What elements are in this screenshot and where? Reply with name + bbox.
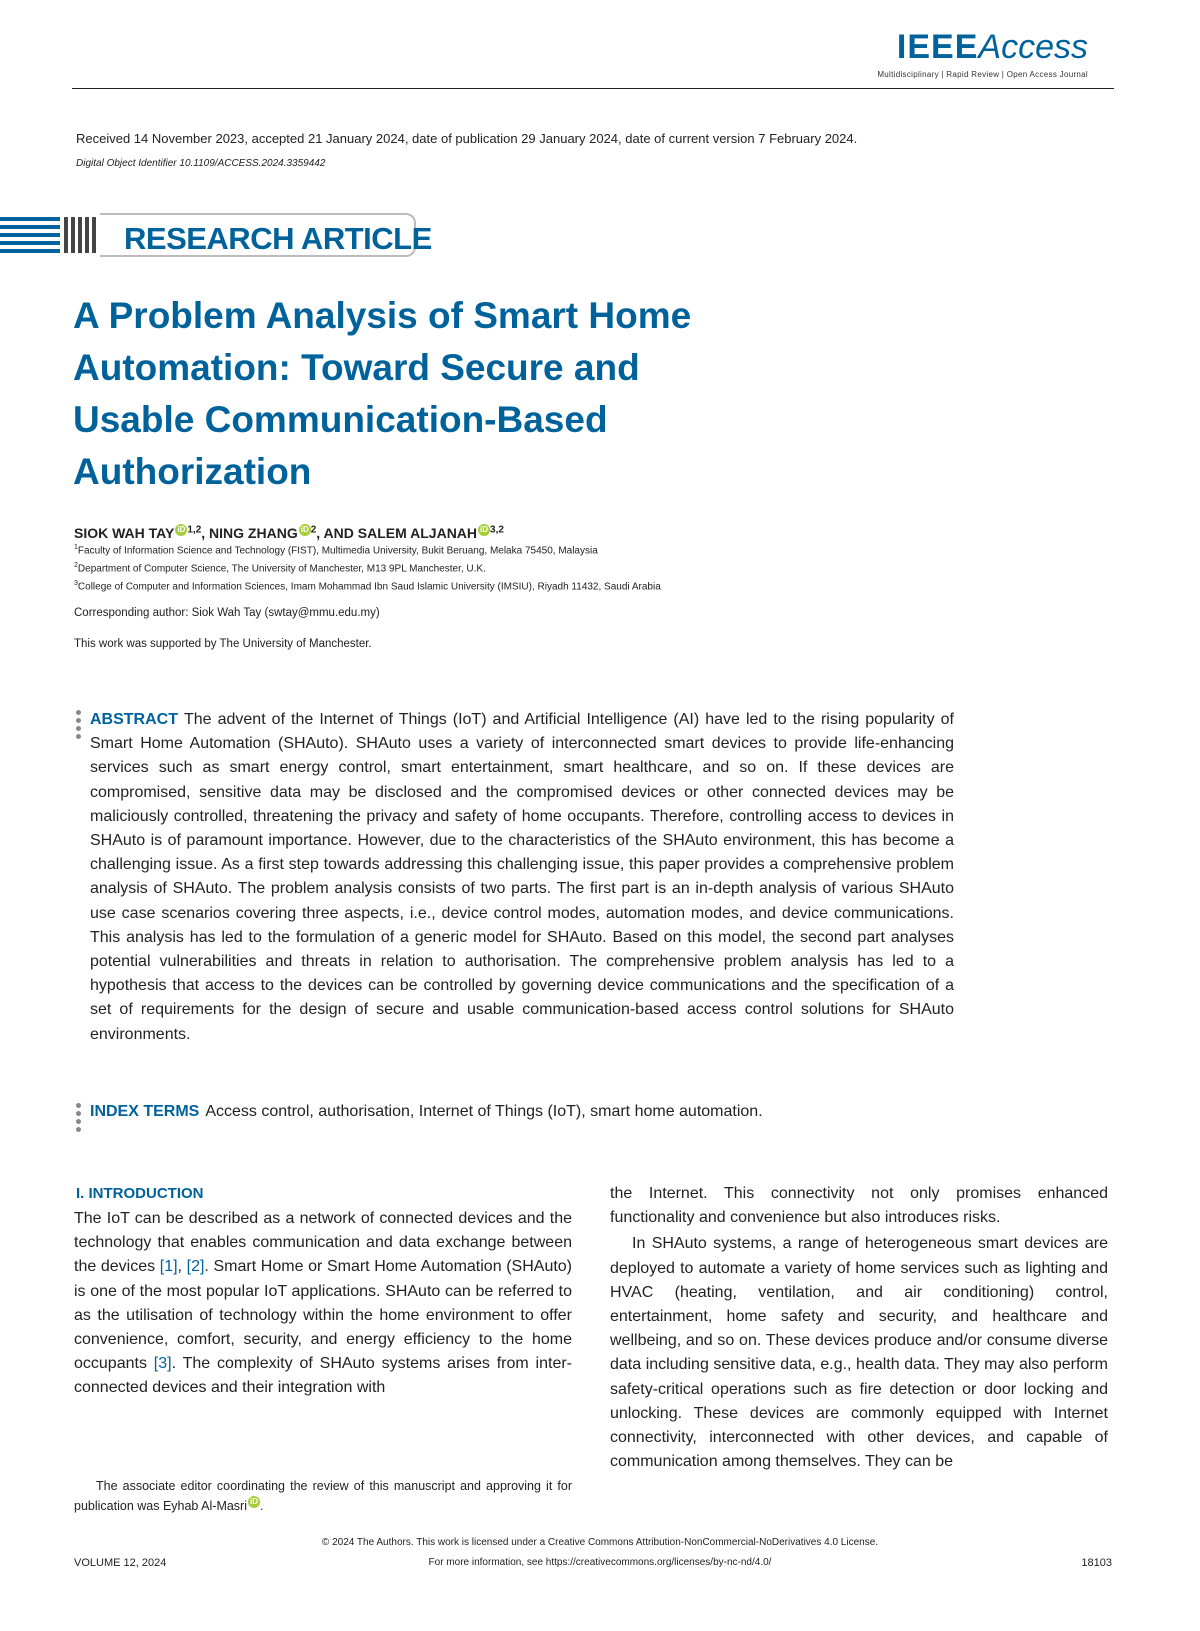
orcid-icon[interactable]: iD <box>480 525 489 534</box>
title-line: A Problem Analysis of Smart Home <box>73 295 692 336</box>
ieee-access-logo <box>877 30 1088 79</box>
affiliation-number: 1 <box>74 544 78 551</box>
orcid-icon[interactable]: iD <box>177 525 186 534</box>
author-affiliation-marker: 1,2 <box>187 524 202 536</box>
author-affiliation-marker: 2 <box>310 524 317 536</box>
orcid-icon[interactable]: iD <box>250 1497 258 1506</box>
index-terms-label: INDEX TERMS <box>90 1103 200 1120</box>
received-dates: Received 14 November 2023, accepted 21 January 2024, date of publication 29 January 2024, date of current version 7 February 2024. <box>76 131 858 146</box>
header-divider <box>72 88 1114 89</box>
abstract-label: ABSTRACT <box>90 711 178 728</box>
license-line: © 2024 The Authors. This work is licensed under a Creative Commons Attribution-NonCommercial-NoDerivatives 4.0 License. <box>321 1537 879 1548</box>
author-affiliation-marker: 3,2 <box>490 524 504 536</box>
paragraph-text: . Smart Home or Smart Home Automation (SHAuto) is one of the most popular IoT applications. SHAuto can be referred to as the utilisation of technology within the home environment to offer convenience, comfort, security, and energy efficiency to the home occupants <box>74 1258 573 1373</box>
page-number: 18103 <box>1081 1557 1112 1569</box>
citation-link[interactable]: [1] <box>159 1258 178 1276</box>
author-name: , AND SALEM ALJANAH <box>316 525 478 541</box>
citation-link[interactable]: [2] <box>186 1258 205 1276</box>
affiliation-text: College of Computer and Information Sciences, Imam Mohammad Ibn Saud Islamic University (IMSIU), Riyadh 11432, Saudi Arabia <box>77 581 661 593</box>
index-terms-marker-dots <box>76 1103 82 1135</box>
index-terms-text: Access control, authorisation, Internet of Things (IoT), smart home automation. <box>205 1103 763 1120</box>
intro-paragraph: In SHAuto systems, a range of heterogeneous smart devices are deployed to automate a variety of home services such as lighting and HVAC (heating, ventilation, and air conditioning) control, entertainment, home safety and security, and healthcare and wellbeing, and so on. These devices produce and/or consume diverse data including sensitive data, e.g., health data. They may also perform safety-critical operations such as fire detection or door locking and unlocking. These devices are commonly equipped with Internet connectivity, interconnected with other devices, and capable of communication among themselves. They can be <box>610 1235 1108 1471</box>
author-name: SIOK WAH TAY <box>74 525 175 541</box>
affiliation-line <box>74 562 486 574</box>
volume-label: VOLUME 12, 2024 <box>74 1557 167 1569</box>
logo-ieee-text: IEEE <box>896 28 979 66</box>
section-heading: I. INTRODUCTION <box>76 1185 204 1202</box>
citation-link[interactable]: [3] <box>153 1355 172 1373</box>
author-name: , NING ZHANG <box>201 525 298 541</box>
affiliation-text: Faculty of Information Science and Technology (FIST), Multimedia University, Bukit Beruang, Melaka 75450, Malaysia <box>77 545 598 557</box>
editor-note: The associate editor coordinating the review of this manuscript and approving it for publication was Eyhab Al-Masri iD . <box>74 1479 572 1513</box>
index-terms-block <box>90 1103 954 1121</box>
corresponding-author: Corresponding author: Siok Wah Tay (swtay@mmu.edu.my) <box>74 607 380 619</box>
article-type-label: RESEARCH ARTICLE <box>124 221 432 256</box>
abstract-block <box>90 708 954 1047</box>
license-link[interactable]: For more information, see https://creativecommons.org/licenses/by-nc-nd/4.0/ <box>428 1557 772 1568</box>
funding-note: This work was supported by The University of Manchester. <box>74 638 372 650</box>
abstract-marker-dots <box>76 710 82 742</box>
paper-title <box>73 290 773 498</box>
logo-access-text: Access <box>978 28 1088 66</box>
paragraph-text: . The complexity of SHAuto systems arises from inter-connected devices and their integration with <box>74 1355 572 1397</box>
paragraph-text: The IoT can be described as a network of connected devices and the technology that enables communication and data exchange between the devices <box>74 1210 572 1276</box>
author-list <box>74 524 504 541</box>
title-line: Usable Communication-Based <box>73 399 608 440</box>
right-column-text <box>610 1182 1108 1474</box>
title-line: Authorization <box>73 451 312 492</box>
abstract-text: The advent of the Internet of Things (IoT) and Artificial Intelligence (AI) have led to the rising popularity of Smart Home Automation (SHAuto). SHAuto uses a variety of interconnected smart devices to provide life-enhancing services such as smart energy control, smart entertainment, smart healthcare, and so on. If these devices are compromised, sensitive data may be disclosed and the compromised devices or other connected devices may be maliciously controlled, threatening the privacy and safety of home occupants. Therefore, controlling access to devices in SHAuto is of paramount importance. However, due to the characteristics of the SHAuto environment, this has become a challenging issue. As a first step towards addressing this challenging issue, this paper provides a comprehensive problem analysis of SHAuto. The problem analysis consists of two parts. The first part is an in-depth analysis of various SHAuto use case scenarios covering three aspects, i.e., device control modes, automation modes, and device communications. This analysis has led to the formulation of a generic model for SHAuto. Based on this model, the second part analyses potential vulnerabilities and threats in relation to authorisation. The comprehensive problem analysis has led to a hypothesis that access to the devices can be controlled by governing device communications and the specification of a set of requirements for the design of secure and usable communication-based access control solutions for SHAuto environments. <box>90 711 954 1043</box>
paragraph-text: , <box>177 1258 187 1276</box>
affiliation-line <box>74 544 598 556</box>
title-line: Automation: Toward Secure and <box>73 347 640 388</box>
orcid-icon[interactable]: iD <box>300 525 309 534</box>
affiliation-line <box>74 580 661 592</box>
banner-stripes-graphic <box>0 213 98 257</box>
logo-tagline: Multidisciplinary | Rapid Review | Open Access Journal <box>877 70 1088 79</box>
affiliation-number: 3 <box>74 580 78 587</box>
affiliation-text: Department of Computer Science, The University of Manchester, M13 9PL Manchester, U.K. <box>77 563 486 575</box>
doi-line: Digital Object Identifier 10.1109/ACCESS.2024.3359442 <box>76 158 326 169</box>
left-column-text <box>74 1207 572 1401</box>
editor-note-text: The associate editor coordinating the review of this manuscript and approving it for publication was Eyhab Al-Masri <box>74 1479 572 1513</box>
intro-paragraph: the Internet. This connectivity not only promises enhanced functionality and convenience but also introduces risks. <box>610 1185 1108 1227</box>
affiliation-number: 2 <box>74 562 78 569</box>
intro-paragraph <box>74 1207 572 1401</box>
